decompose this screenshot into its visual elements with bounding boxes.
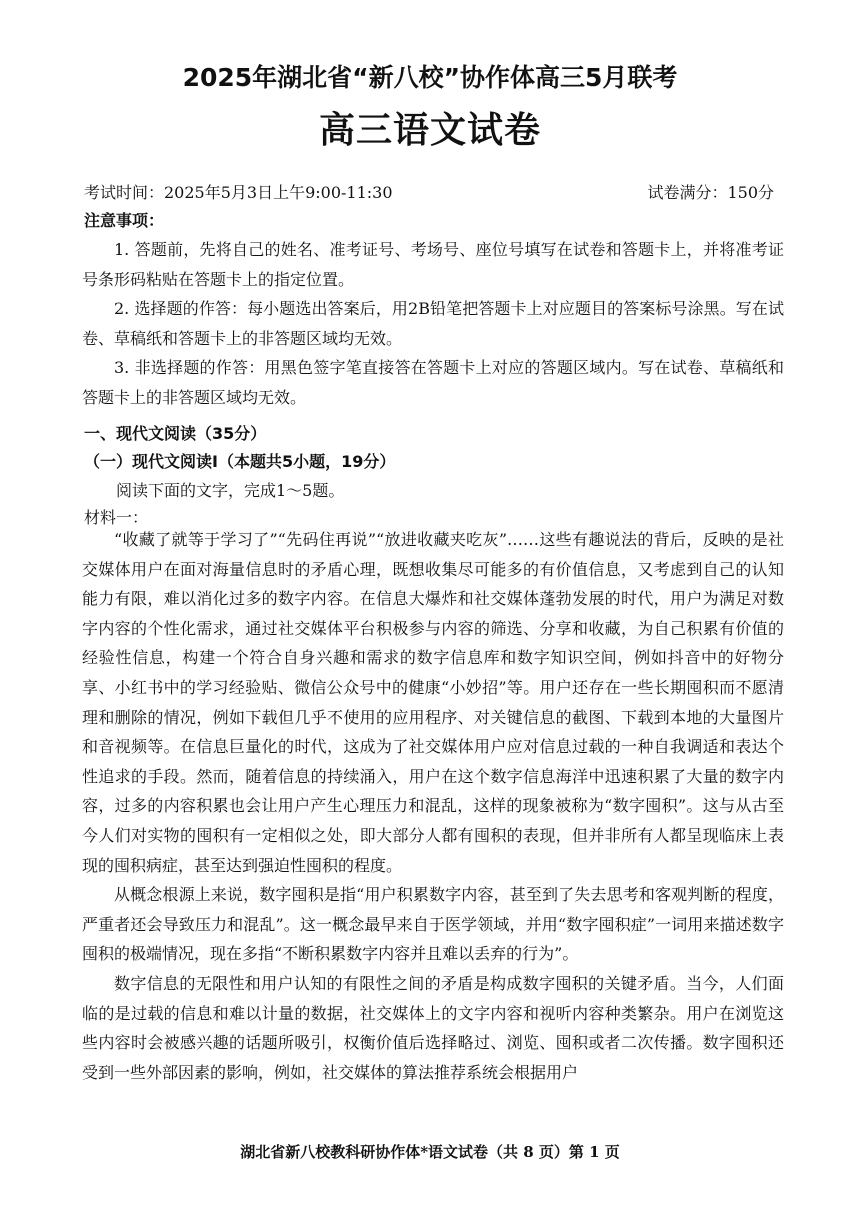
notice-list [82, 235, 784, 413]
notice-heading: 注意事项： [84, 211, 165, 230]
paper-title: 高三语文试卷 [318, 110, 541, 151]
material-body [82, 525, 784, 1087]
notice-item: 3. 非选择题的作答：用黑色签字笔直接答在答题卡上对应的答题区域内。写在试卷、草稿纸和答题卡上的非答题区域均无效。 [82, 358, 784, 407]
page-footer: 湖北省新八校教科研协作体*语文试卷（共 8 页）第 1 页 [240, 1143, 620, 1161]
exam-title: 2025年湖北省“新八校”协作体高三5月联考 [182, 63, 678, 92]
notice-item: 2. 选择题的作答：每小题选出答案后，用2B铅笔把答题卡上对应题目的答案标号涂黑。写在试卷、草稿纸和答题卡上的非答题区域均无效。 [82, 299, 784, 348]
full-score: 试卷满分：150分 [647, 183, 774, 202]
paragraph: 从概念根源上来说，数字囤积是指“用户积累数字内容，甚至到了失去思考和客观判断的程度，严重者还会导致压力和混乱”。这一概念最早来自于医学领域，并用“数字囤积症”一词用来描述数字囤积的极端情况，现在多指“不断积累数字内容并且难以丢弃的行为”。 [82, 885, 784, 964]
exam-meta [84, 180, 774, 204]
reading-instruction: 阅读下面的文字，完成1～5题。 [116, 481, 345, 500]
notice-item: 1. 答题前，先将自己的姓名、准考证号、考场号、座位号填写在试卷和答题卡上，并将准考证号条形码粘贴在答题卡上的指定位置。 [82, 240, 784, 289]
sub-heading: （一）现代文阅读Ⅰ（本题共5小题，19分） [84, 452, 396, 471]
material-label: 材料一： [84, 508, 149, 527]
paragraph: “收藏了就等于学习了”“先码住再说”“放进收藏夹吃灰”……这些有趣说法的背后，反映的是社交媒体用户在面对海量信息时的矛盾心理，既想收集尽可能多的有价值信息，又考虑到自己的认知能力有限，难以消化过多的数字内容。在信息大爆炸和社交媒体蓬勃发展的时代，用户为满足对数字内容的个性化需求，通过社交媒体平台积极参与内容的筛选、分享和收藏，为自己积累有价值的经验性信息，构建一个符合自身兴趣和需求的数字信息库和数字知识空间，例如抖音中的好物分享、小红书中的学习经验贴、微信公众号中的健康“小妙招”等。用户还存在一些长期囤积而不愿清理和删除的情况，例如下载但几乎不使用的应用程序、对关键信息的截图、下载到本地的大量图片和音视频等。在信息巨量化的时代，这成为了社交媒体用户应对信息过载的一种自我调适和表达个性追求的手段。然而，随着信息的持续涌入，用户在这个数字信息海洋中迅速积累了大量的数字内容，过多的内容积累也会让用户产生心理压力和混乱，这样的现象被称为“数字囤积”。这与从古至今人们对实物的囤积有一定相似之处，即大部分人都有囤积的表现，但并非所有人都呈现临床上表现的囤积病症，甚至达到强迫性囤积的程度。 [82, 530, 784, 875]
paragraph: 数字信息的无限性和用户认知的有限性之间的矛盾是构成数字囤积的关键矛盾。当今，人们面临的是过载的信息和难以计量的数据，社交媒体上的文字内容和视听内容种类繁杂。用户在浏览这些内容时会被感兴趣的话题所吸引，权衡价值后选择略过、浏览、囤积或者二次传播。数字囤积还受到一些外部因素的影响，例如，社交媒体的算法推荐系统会根据用户 [82, 973, 784, 1082]
exam-time: 考试时间：2025年5月3日上午9:00-11:30 [84, 183, 393, 202]
part-heading: 一、现代文阅读（35分） [84, 424, 267, 443]
